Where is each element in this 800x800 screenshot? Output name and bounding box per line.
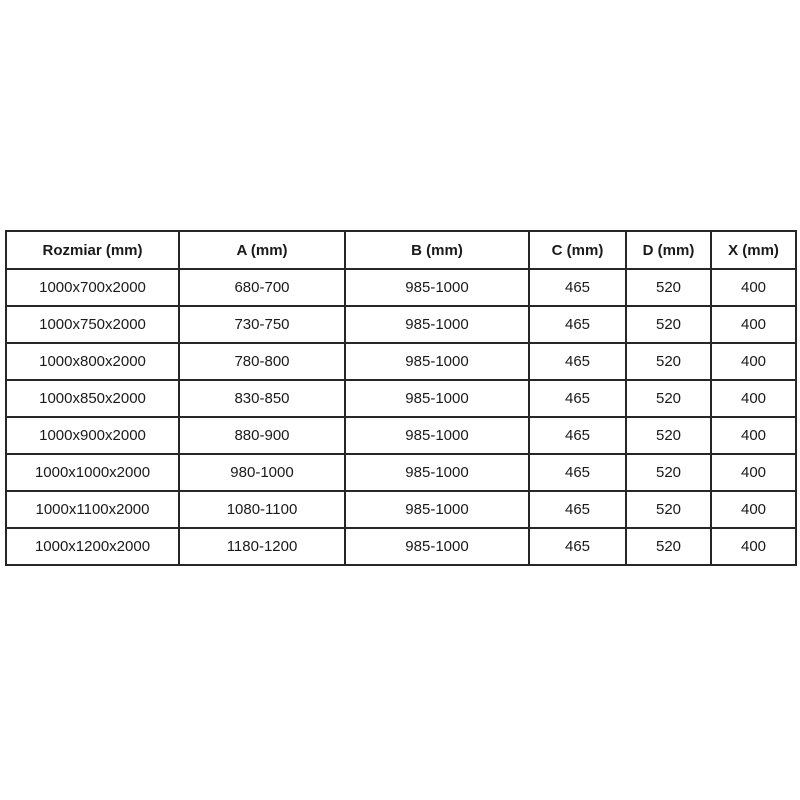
table-cell: 730-750 — [179, 306, 345, 343]
column-header: B (mm) — [345, 231, 529, 269]
table-row — [6, 343, 796, 380]
table-cell: 400 — [711, 528, 796, 565]
column-header: D (mm) — [626, 231, 711, 269]
column-header: C (mm) — [529, 231, 626, 269]
table-cell: 1000x900x2000 — [6, 417, 179, 454]
table-cell: 1180-1200 — [179, 528, 345, 565]
table-cell: 520 — [626, 491, 711, 528]
table-cell: 985-1000 — [345, 491, 529, 528]
table-cell: 1000x800x2000 — [6, 343, 179, 380]
header-row — [6, 231, 796, 269]
table-cell: 1000x1100x2000 — [6, 491, 179, 528]
dimensions-table — [5, 230, 797, 566]
table-cell: 465 — [529, 454, 626, 491]
table-row — [6, 454, 796, 491]
table-cell: 465 — [529, 306, 626, 343]
column-header: A (mm) — [179, 231, 345, 269]
table-cell: 520 — [626, 417, 711, 454]
table-cell: 1000x750x2000 — [6, 306, 179, 343]
table-cell: 520 — [626, 380, 711, 417]
table-cell: 1080-1100 — [179, 491, 345, 528]
table-cell: 985-1000 — [345, 528, 529, 565]
table-cell: 465 — [529, 269, 626, 306]
column-header: X (mm) — [711, 231, 796, 269]
table-cell: 1000x850x2000 — [6, 380, 179, 417]
table-cell: 400 — [711, 306, 796, 343]
table-cell: 780-800 — [179, 343, 345, 380]
table-cell: 680-700 — [179, 269, 345, 306]
table-cell: 400 — [711, 491, 796, 528]
table-row — [6, 528, 796, 565]
table-cell: 400 — [711, 417, 796, 454]
table-cell: 880-900 — [179, 417, 345, 454]
table-row — [6, 306, 796, 343]
table-cell: 985-1000 — [345, 380, 529, 417]
table-cell: 985-1000 — [345, 417, 529, 454]
table-cell: 1000x1200x2000 — [6, 528, 179, 565]
table-cell: 985-1000 — [345, 306, 529, 343]
table-body — [6, 269, 796, 565]
table-cell: 400 — [711, 269, 796, 306]
table-cell: 465 — [529, 491, 626, 528]
table-cell: 985-1000 — [345, 343, 529, 380]
table-row — [6, 269, 796, 306]
table-cell: 465 — [529, 343, 626, 380]
table-cell: 400 — [711, 380, 796, 417]
table-cell: 400 — [711, 343, 796, 380]
table-cell: 520 — [626, 343, 711, 380]
table-cell: 980-1000 — [179, 454, 345, 491]
column-header: Rozmiar (mm) — [6, 231, 179, 269]
table-cell: 465 — [529, 417, 626, 454]
table-cell: 985-1000 — [345, 269, 529, 306]
table-cell: 830-850 — [179, 380, 345, 417]
table-cell: 400 — [711, 454, 796, 491]
table-cell: 465 — [529, 528, 626, 565]
table-cell: 520 — [626, 454, 711, 491]
table-cell: 1000x1000x2000 — [6, 454, 179, 491]
table-row — [6, 417, 796, 454]
table-cell: 520 — [626, 269, 711, 306]
table-cell: 985-1000 — [345, 454, 529, 491]
table-cell: 520 — [626, 306, 711, 343]
table-cell: 520 — [626, 528, 711, 565]
table-row — [6, 491, 796, 528]
table-cell: 465 — [529, 380, 626, 417]
table-row — [6, 380, 796, 417]
table-cell: 1000x700x2000 — [6, 269, 179, 306]
